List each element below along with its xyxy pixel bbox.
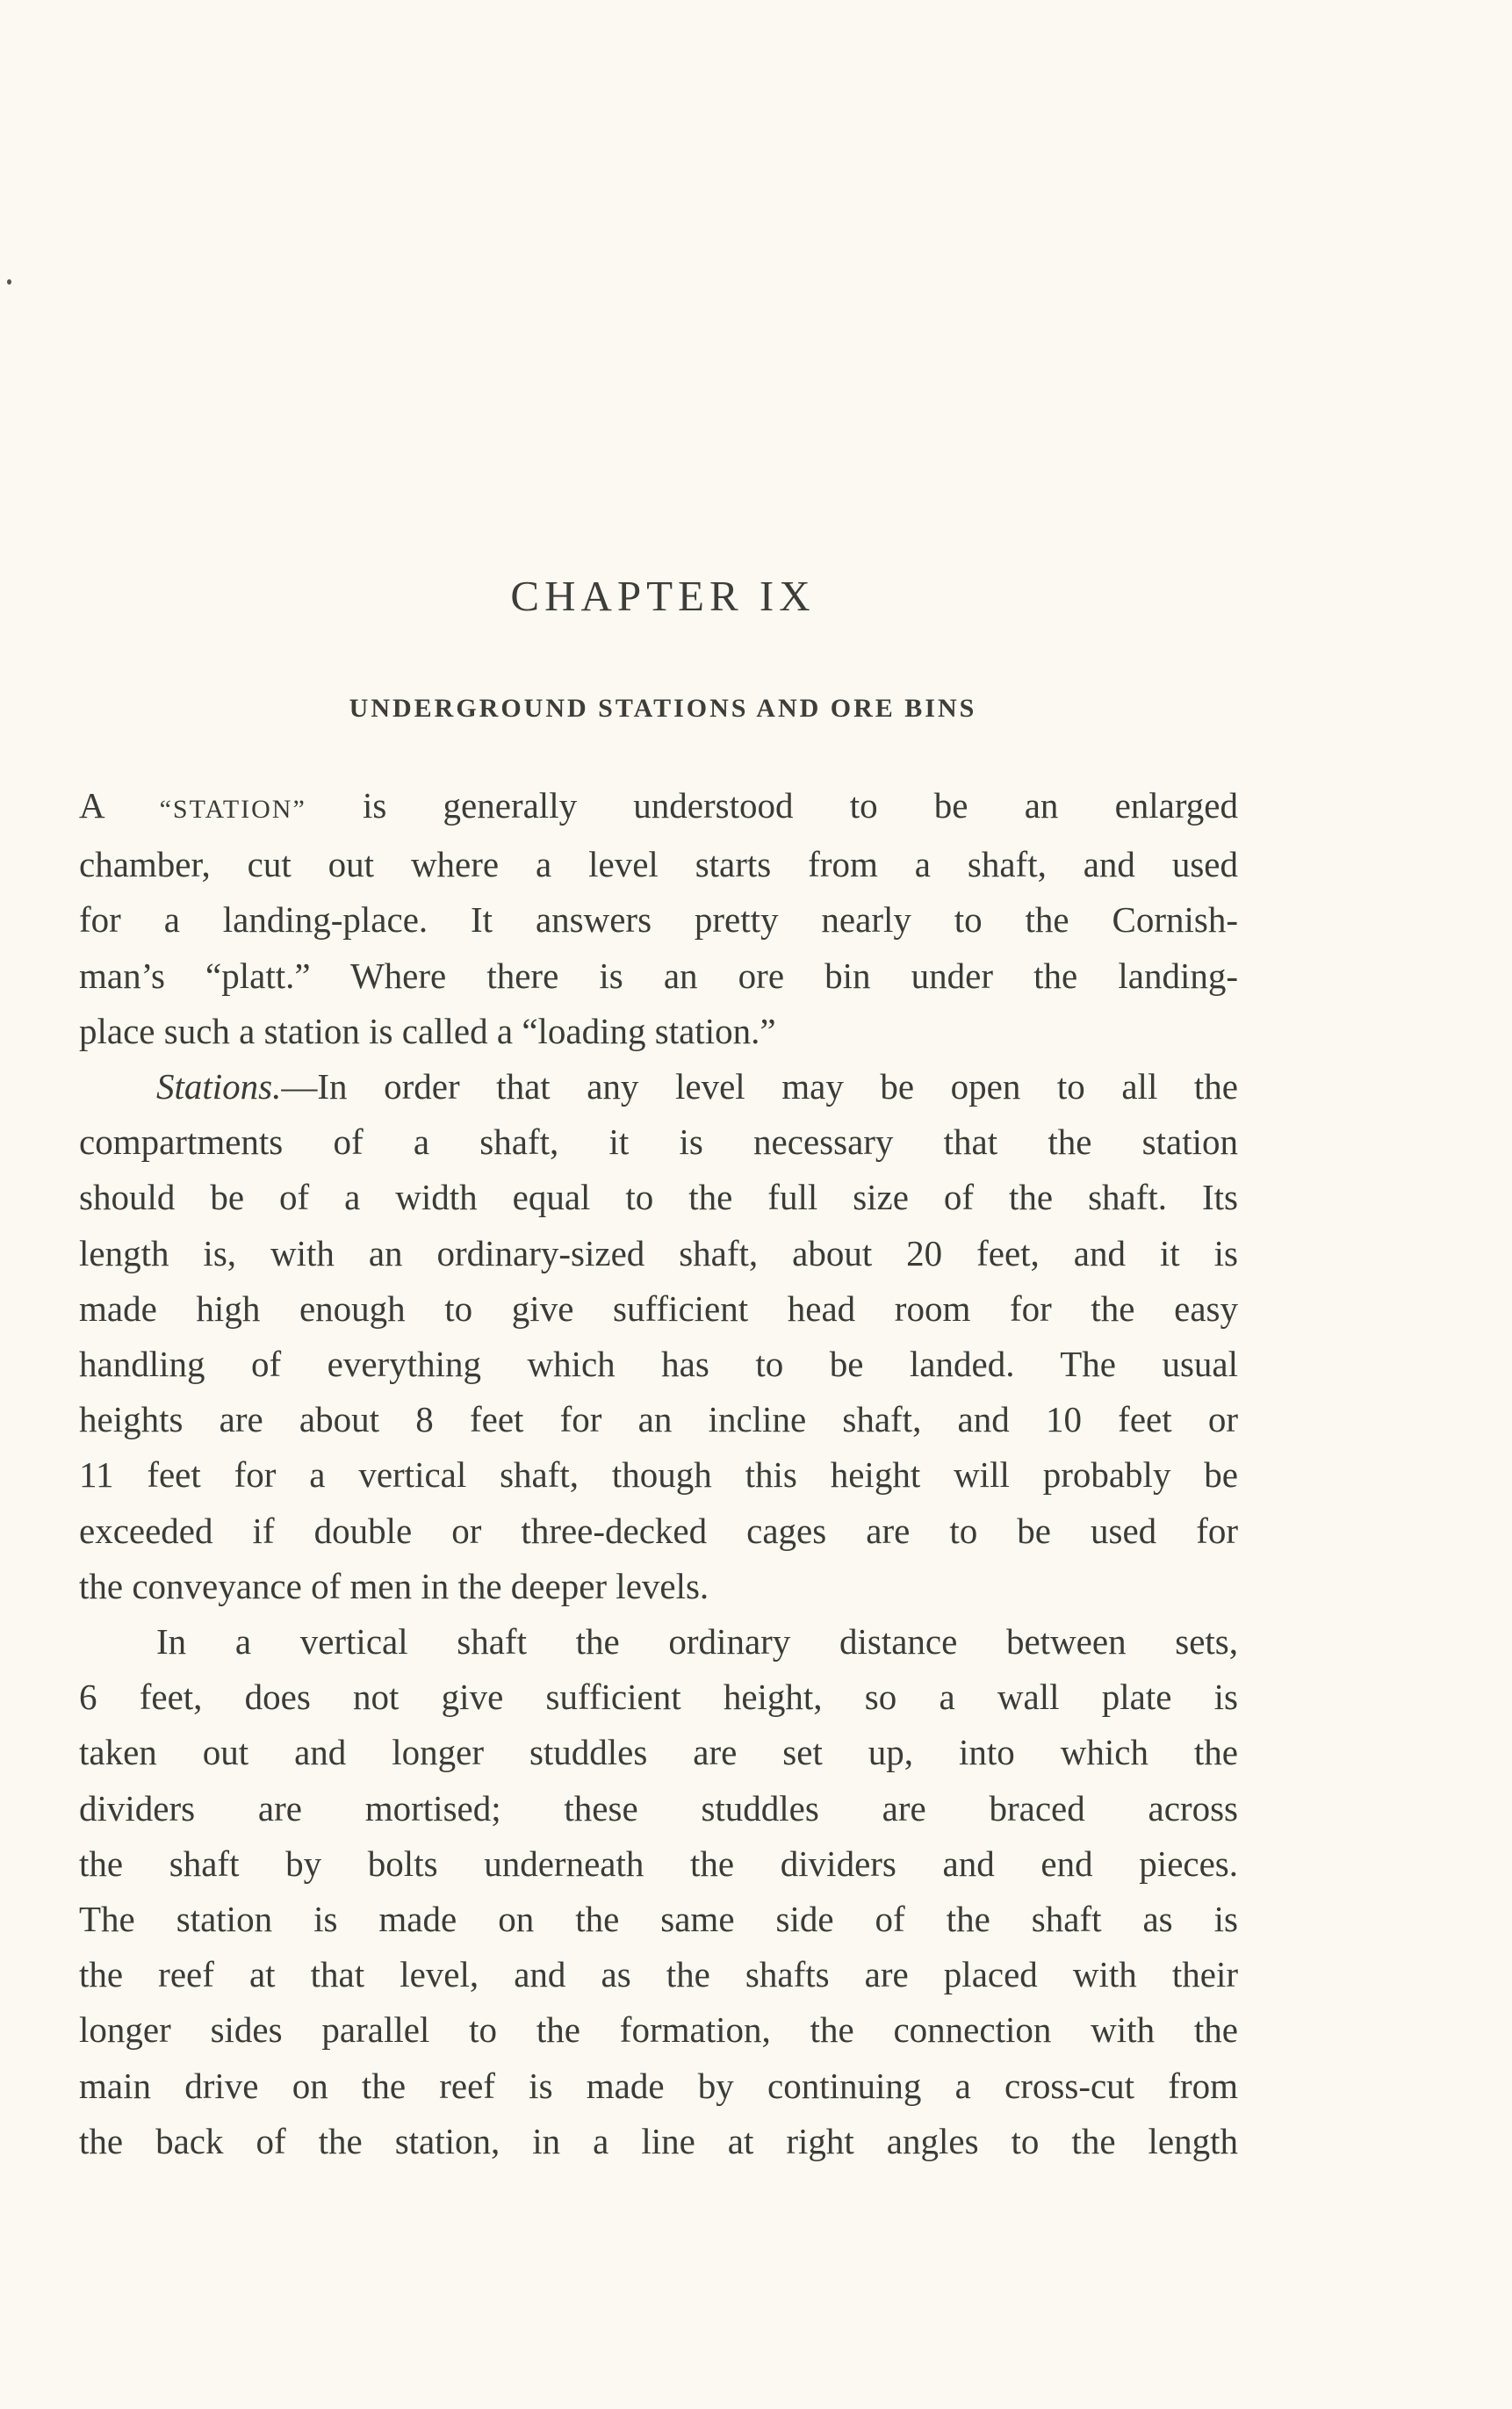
text-line: compartments of a shaft, it is necessary that the station: [79, 1122, 1238, 1163]
text-line: [79, 1059, 1238, 1114]
text-line: The station is made on the same side of the shaft as is: [79, 1899, 1238, 1940]
smallcaps-term: “STATION”: [159, 795, 306, 824]
text-line: 11 feet for a vertical shaft, though this height will probably be: [79, 1454, 1238, 1496]
text-line: exceeded if double or three-decked cages are to be used for: [79, 1510, 1238, 1551]
text-line: [79, 778, 1238, 837]
text-line: should be of a width equal to the full size of the shaft. Its: [79, 1177, 1238, 1218]
text-fragment: —In order that any level may be open to all the: [281, 1066, 1238, 1107]
paragraph-2: [79, 1059, 1238, 1614]
text-line: dividers are mortised; these studdles are braced across: [79, 1787, 1238, 1828]
text-line: place such a station is called a “loading station.”: [79, 1010, 776, 1051]
text-line: handling of everything which has to be landed. The usual: [79, 1344, 1238, 1385]
chapter-title: CHAPTER IX: [510, 572, 816, 620]
text-line: for a landing-place. It answers pretty nearly to the Cornish-: [79, 899, 1238, 941]
text-line: chamber, cut out where a level starts from a shaft, and used: [79, 844, 1238, 885]
paragraph-1: [79, 778, 1238, 1059]
text-line: the shaft by bolts underneath the dividers and end pieces.: [79, 1843, 1238, 1884]
text-line: 6 feet, does not give sufficient height, so a wall plate is: [79, 1677, 1238, 1718]
paragraph-3: [79, 1614, 1238, 2169]
text-line: In a vertical shaft the ordinary distance between sets,: [156, 1621, 1238, 1662]
text-line: the back of the station, in a line at right angles to the length: [79, 2120, 1238, 2161]
text-fragment: A: [79, 785, 160, 826]
text-line: longer sides parallel to the formation, the connection with the: [79, 2009, 1238, 2051]
body-text: [79, 778, 1238, 2169]
text-line: heights are about 8 feet for an incline shaft, and 10 feet or: [79, 1399, 1238, 1440]
chapter-subtitle: UNDERGROUND STATIONS AND ORE BINS: [349, 694, 977, 723]
text-line: the reef at that level, and as the shafts are placed with their: [79, 1954, 1238, 1995]
section-heading-italic: Stations.: [156, 1066, 282, 1107]
text-line: man’s “platt.” Where there is an ore bin under the landing-: [79, 955, 1238, 996]
margin-speck: [7, 279, 11, 285]
text-line: main drive on the reef is made by continuing a cross-cut from: [79, 2065, 1238, 2106]
text-line: taken out and longer studdles are set up, into which the: [79, 1732, 1238, 1773]
text-line: the conveyance of men in the deeper levels.: [79, 1565, 709, 1606]
text-line: length is, with an ordinary-sized shaft, about 20 feet, and it is: [79, 1232, 1238, 1273]
text-line: made high enough to give sufficient head room for the easy: [79, 1287, 1238, 1329]
text-fragment: is generally understood to be an enlarged: [306, 785, 1238, 826]
